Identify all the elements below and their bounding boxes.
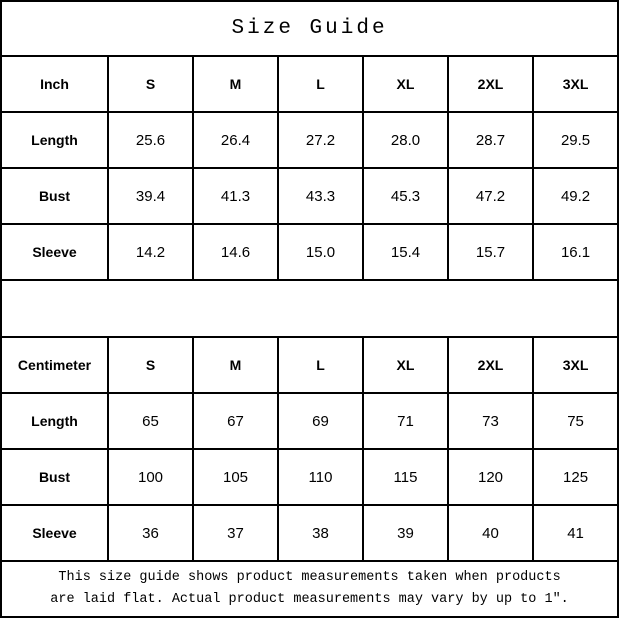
cm-length-xl: 71: [363, 393, 448, 449]
inch-size-header-2xl: 2XL: [448, 56, 533, 112]
cm-sleeve-2xl: 40: [448, 505, 533, 561]
inch-sleeve-label: Sleeve: [1, 224, 108, 280]
cm-length-row: [1, 393, 618, 449]
cm-length-2xl: 73: [448, 393, 533, 449]
inch-bust-l: 43.3: [278, 168, 363, 224]
inch-length-2xl: 28.7: [448, 112, 533, 168]
cm-length-s: 65: [108, 393, 193, 449]
inch-sleeve-s: 14.2: [108, 224, 193, 280]
cm-header-row: [1, 337, 618, 393]
cm-sleeve-l: 38: [278, 505, 363, 561]
cm-sleeve-3xl: 41: [533, 505, 618, 561]
cm-length-3xl: 75: [533, 393, 618, 449]
inch-length-3xl: 29.5: [533, 112, 618, 168]
inch-length-s: 25.6: [108, 112, 193, 168]
cm-bust-xl: 115: [363, 449, 448, 505]
cm-bust-m: 105: [193, 449, 278, 505]
cm-sleeve-m: 37: [193, 505, 278, 561]
inch-sleeve-l: 15.0: [278, 224, 363, 280]
inch-bust-s: 39.4: [108, 168, 193, 224]
cm-bust-3xl: 125: [533, 449, 618, 505]
inch-sleeve-2xl: 15.7: [448, 224, 533, 280]
cm-sleeve-row: [1, 505, 618, 561]
cm-size-header-s: S: [108, 337, 193, 393]
cm-unit-header: Centimeter: [1, 337, 108, 393]
inch-unit-header: Inch: [1, 56, 108, 112]
cm-bust-s: 100: [108, 449, 193, 505]
cm-size-header-2xl: 2XL: [448, 337, 533, 393]
disclaimer-line-2: are laid flat. Actual product measurements may vary by up to 1″.: [50, 592, 569, 607]
inch-bust-2xl: 47.2: [448, 168, 533, 224]
inch-sleeve-3xl: 16.1: [533, 224, 618, 280]
inch-length-row: [1, 112, 618, 168]
cm-size-header-3xl: 3XL: [533, 337, 618, 393]
cm-bust-l: 110: [278, 449, 363, 505]
cm-sleeve-label: Sleeve: [1, 505, 108, 561]
inch-bust-label: Bust: [1, 168, 108, 224]
cm-bust-row: [1, 449, 618, 505]
inch-length-l: 27.2: [278, 112, 363, 168]
inch-bust-row: [1, 168, 618, 224]
cm-sleeve-s: 36: [108, 505, 193, 561]
cm-size-header-xl: XL: [363, 337, 448, 393]
inch-sleeve-row: [1, 224, 618, 280]
title-row: [1, 1, 618, 56]
inch-size-header-s: S: [108, 56, 193, 112]
cm-length-label: Length: [1, 393, 108, 449]
disclaimer-line-1: This size guide shows product measurements taken when products: [58, 570, 561, 585]
inch-size-header-xl: XL: [363, 56, 448, 112]
inch-length-label: Length: [1, 112, 108, 168]
inch-length-m: 26.4: [193, 112, 278, 168]
inch-bust-xl: 45.3: [363, 168, 448, 224]
cm-size-header-l: L: [278, 337, 363, 393]
cm-size-header-m: M: [193, 337, 278, 393]
disclaimer-note: [1, 561, 618, 617]
spacer-cell: [1, 280, 618, 337]
cm-length-m: 67: [193, 393, 278, 449]
inch-bust-3xl: 49.2: [533, 168, 618, 224]
inch-sleeve-m: 14.6: [193, 224, 278, 280]
footer-row: [1, 561, 618, 617]
inch-header-row: [1, 56, 618, 112]
cm-bust-2xl: 120: [448, 449, 533, 505]
inch-sleeve-xl: 15.4: [363, 224, 448, 280]
cm-length-l: 69: [278, 393, 363, 449]
inch-size-header-l: L: [278, 56, 363, 112]
page-title: Size Guide: [1, 1, 618, 56]
spacer-row: [1, 280, 618, 337]
inch-size-header-3xl: 3XL: [533, 56, 618, 112]
cm-sleeve-xl: 39: [363, 505, 448, 561]
inch-size-header-m: M: [193, 56, 278, 112]
inch-bust-m: 41.3: [193, 168, 278, 224]
cm-bust-label: Bust: [1, 449, 108, 505]
inch-length-xl: 28.0: [363, 112, 448, 168]
